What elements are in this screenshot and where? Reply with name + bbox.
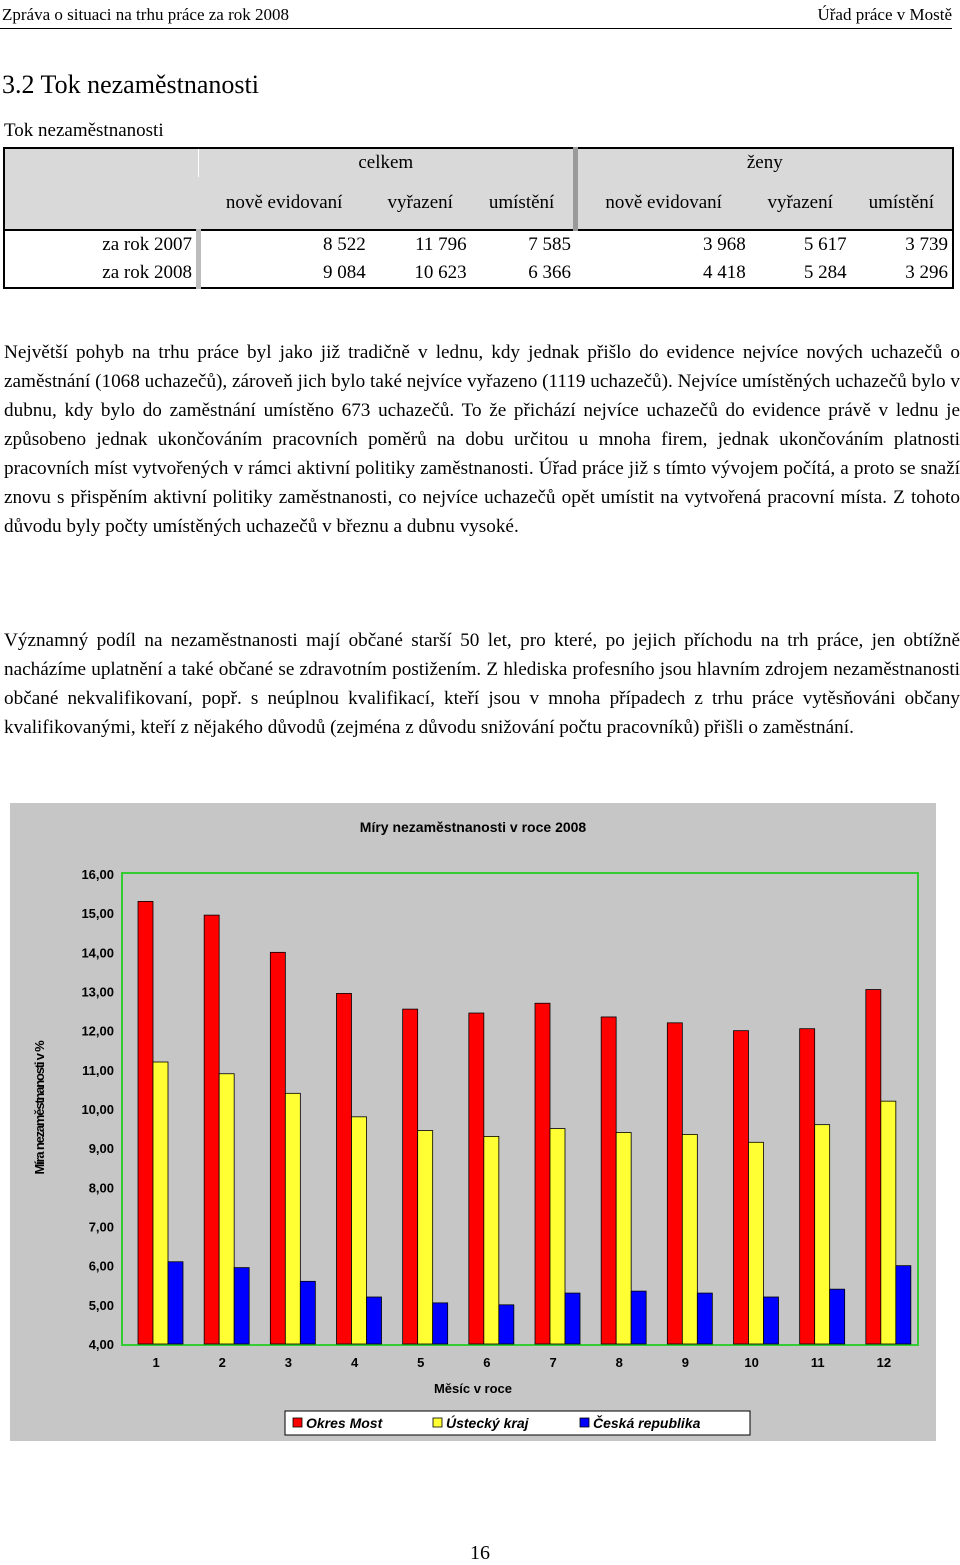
group-celkem: celkem (199, 148, 576, 177)
y-tick-label: 5,00 (88, 1297, 114, 1313)
table-cell: 6 366 (471, 259, 575, 288)
paragraph-text: Významný podíl na nezaměstnanosti mají občané starší 50 let, pro které, po jejich příchodu na trh práce, jen obtížně nacházíme uplatnění a také občané se zdravotním postižením. Z hlediska profesního jsou hlavním zdrojem nezaměstnanosti občané nekvalifikovaní, popř. s neúplnou kvalifikací, kteří jsou v mnoha případech z trhu práce vytěsňováni občany kvalifikovanými, kteří z nějakého důvodů (zejména z důvodu snižování počtu pracovníků) přišli o zaměstnání. (4, 630, 960, 738)
x-tick-label: 11 (810, 1355, 825, 1370)
bar-1-1 (138, 901, 153, 1344)
col-header: vyřazení (750, 177, 851, 230)
paragraph-text: Největší pohyb na trhu práce byl jako již tradičně v lednu, kdy jednak přišlo do evidence nejvíce nových uchazečů o zaměstnání (1068 uchazečů), zároveň jich bylo také nejvíce vyřazeno (1119 uchazečů). Nejvíce umístěných uchazečů bylo v dubnu, kdy bylo do zaměstnání umístěno 673 uchazečů. To že přichází nejvíce uchazečů do evidence právě v lednu je způsobeno jednak ukončováním pracovních poměrů na dobu určitou u mnoha firem, jednak ukončováním platnosti pracovních míst vytvořených v rámci aktivní politiky zaměstnanosti. Úřad práce již s tímto vývojem počítá, a proto se snaží znovu s přispěním aktivní politiky zaměstnanosti, co nejvíce uchazečů opět umístit na vytvořená pracovní místa. Z tohoto důvodu byly počty umístěných uchazečů v březnu a dubnu vysoké. (4, 342, 960, 537)
bar-1-7 (535, 1003, 550, 1344)
chart-legend (285, 1411, 750, 1435)
bar-1-6 (469, 1013, 484, 1344)
header-left: Zpráva o situaci na trhu práce za rok 2008 (2, 5, 289, 24)
legend-label: Ústecký kraj (446, 1415, 529, 1431)
x-tick-label: 8 (615, 1355, 623, 1370)
legend-swatch (293, 1418, 302, 1427)
bar-2-6 (484, 1136, 499, 1344)
paragraph-1 (4, 338, 960, 541)
y-tick-label: 7,00 (88, 1219, 114, 1235)
bar-2-4 (352, 1117, 367, 1344)
unemployment-chart (10, 803, 936, 1441)
bar-1-11 (800, 1029, 815, 1344)
bar-1-12 (866, 990, 881, 1344)
row-label: za rok 2007 (4, 230, 199, 259)
y-tick-label: 15,00 (81, 906, 114, 922)
bar-3-11 (830, 1289, 845, 1344)
y-axis-label: Míra nezaměstnanosti v % (32, 1041, 47, 1175)
header-right: Úřad práce v Mostě (817, 5, 952, 24)
bar-3-2 (234, 1268, 249, 1344)
table-cell: 3 968 (703, 234, 746, 255)
y-tick-label: 9,00 (88, 1141, 114, 1157)
y-tick-label: 6,00 (88, 1258, 114, 1274)
bar-3-3 (300, 1281, 315, 1344)
page-number: 16 (470, 1542, 490, 1564)
table-cell: 3 296 (851, 259, 953, 288)
x-tick-label: 9 (681, 1355, 690, 1370)
bar-2-9 (682, 1134, 697, 1344)
table-cell: 11 796 (415, 234, 467, 255)
table-cell: 4 418 (575, 259, 750, 288)
bar-1-5 (403, 1009, 418, 1344)
x-tick-label: 7 (549, 1355, 557, 1370)
y-tick-label: 14,00 (81, 945, 114, 961)
chart-title: Míry nezaměstnanosti v roce 2008 (359, 819, 587, 835)
bar-3-5 (433, 1303, 448, 1344)
bar-3-10 (764, 1297, 779, 1344)
y-tick-label: 13,00 (81, 984, 114, 1000)
y-tick-label: 4,00 (88, 1337, 114, 1352)
bar-2-1 (153, 1062, 168, 1344)
bar-1-4 (337, 993, 352, 1344)
bar-3-7 (565, 1293, 580, 1344)
x-tick-label: 1 (152, 1355, 160, 1370)
bar-2-8 (616, 1133, 631, 1345)
table-cell: 5 284 (750, 259, 851, 288)
bar-1-8 (601, 1017, 616, 1344)
y-tick-label: 10,00 (81, 1102, 114, 1117)
bar-2-3 (285, 1093, 300, 1344)
legend-label: Česká republika (593, 1415, 701, 1431)
x-tick-label: 10 (744, 1355, 759, 1370)
col-header: nově evidovaní (575, 177, 750, 230)
bar-3-6 (499, 1305, 514, 1344)
table-cell: 7 585 (528, 234, 572, 255)
bar-1-3 (270, 952, 285, 1344)
bar-2-12 (881, 1101, 896, 1344)
bar-3-4 (367, 1297, 382, 1344)
x-tick-label: 3 (284, 1355, 293, 1370)
table-cell: 8 522 (323, 234, 366, 255)
legend-label: Okres Most (306, 1415, 383, 1431)
col-header: nově evidovaní (199, 177, 370, 230)
col-header: umístění (851, 177, 953, 230)
chart-container (10, 803, 936, 1441)
bar-2-2 (219, 1074, 234, 1344)
table-row (4, 259, 953, 288)
group-zeny: ženy (575, 148, 953, 177)
x-axis-label: Měsíc v roce (433, 1381, 513, 1396)
bar-3-12 (896, 1266, 911, 1344)
x-tick-label: 2 (218, 1355, 226, 1370)
bar-1-9 (667, 1023, 682, 1344)
bar-2-10 (749, 1142, 764, 1344)
bar-1-2 (204, 915, 219, 1344)
bar-1-10 (734, 1031, 749, 1344)
y-tick-label: 16,00 (81, 867, 114, 882)
table-cell: 10 623 (370, 259, 471, 288)
x-tick-label: 12 (876, 1355, 892, 1370)
table-cell: 5 617 (803, 234, 847, 255)
bar-2-7 (550, 1129, 565, 1344)
bar-3-8 (631, 1291, 646, 1344)
legend-swatch (433, 1418, 442, 1427)
legend-swatch (580, 1418, 589, 1427)
y-tick-label: 8,00 (88, 1180, 114, 1196)
bar-3-9 (697, 1293, 712, 1344)
x-tick-label: 6 (483, 1355, 491, 1370)
x-tick-label: 5 (417, 1355, 425, 1370)
table-cell: 3 739 (851, 230, 953, 259)
bar-2-11 (815, 1125, 830, 1344)
col-header: vyřazení (370, 177, 471, 230)
y-tick-label: 12,00 (81, 1023, 114, 1039)
section-title: 3.2 Tok nezaměstnanosti (2, 70, 259, 99)
table-row (4, 230, 953, 259)
row-label: za rok 2008 (4, 259, 199, 288)
x-tick-label: 4 (350, 1355, 359, 1370)
paragraph-2 (4, 626, 960, 742)
y-tick-label: 11,00 (82, 1062, 114, 1078)
table-cell: 9 084 (199, 259, 370, 288)
bar-2-5 (418, 1131, 433, 1344)
flow-table (3, 147, 954, 289)
bar-3-1 (168, 1262, 183, 1344)
table-caption: Tok nezaměstnanosti (4, 120, 164, 141)
col-header: umístění (471, 177, 575, 230)
page-header (0, 2, 952, 29)
